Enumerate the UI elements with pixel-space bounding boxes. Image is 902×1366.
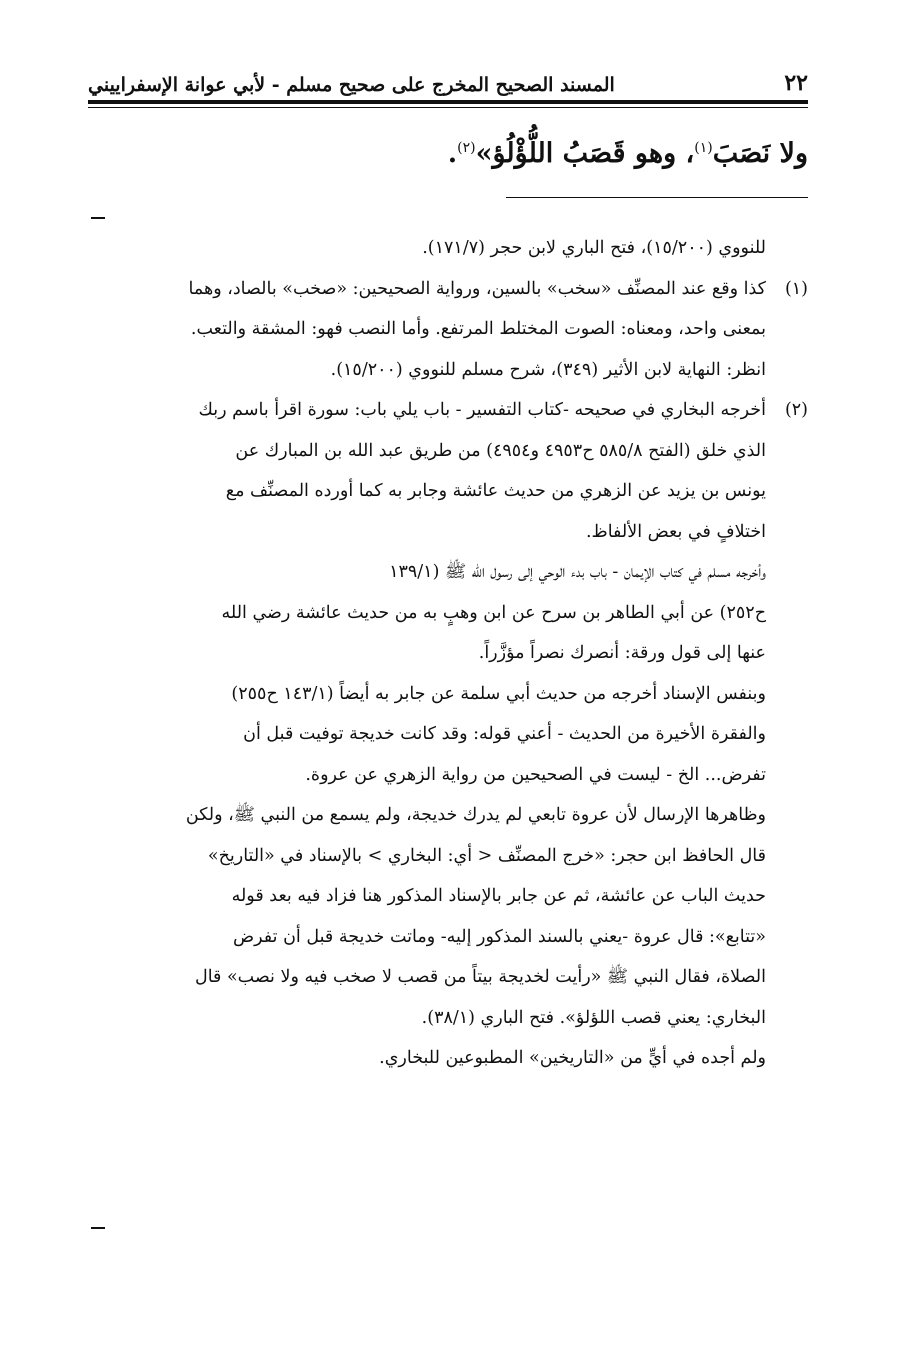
footnote-2-line: ولم أجده في أيٍّ من «التاريخين» المطبوعين للبخاري. xyxy=(379,1048,766,1068)
footnote-1-line xyxy=(88,269,808,310)
header-rule-thick xyxy=(88,100,808,104)
main-text-part-c: . xyxy=(447,138,458,169)
main-text-part-a: ولا نَصَبَ xyxy=(712,138,808,169)
footnote-separator xyxy=(506,197,808,198)
footnote-1-line: بمعنى واحد، ومعناه: الصوت المختلط المرتفع. وأما النصب فهو: المشقة والتعب. xyxy=(190,319,766,339)
footnote-2-line: البخاري: يعني قصب اللؤلؤ». فتح الباري (٣٨/١). xyxy=(421,1007,766,1028)
footnote-2-line: تفرض... الخ - ليست في الصحيحين من رواية الزهري عن عروة. xyxy=(305,764,766,785)
footnote-2-line: الذي خلق (الفتح ٥٨٥/٨ ح٤٩٥٣ و٤٩٥٤) من طريق عبد الله بن المبارك عن xyxy=(235,440,766,461)
footnote-2-line: عنها إلى قول ورقة: أنصرك نصراً مؤزَّراً. xyxy=(478,643,766,663)
footnote-1-line: انظر: النهاية لابن الأثير (٣٤٩)، شرح مسلم للنووي (١٥/٢٠٠). xyxy=(330,359,766,380)
footnote-2-number: (٢) xyxy=(784,400,808,420)
footnote-1-number: (١) xyxy=(784,278,808,299)
continuation-mark-bottom xyxy=(91,1227,105,1229)
footnote-2-line: «تتابع»: قال عروة -يعني بالسند المذكور إليه- وماتت خديجة قبل أن تفرض xyxy=(232,926,766,947)
book-title: المسند الصحيح المخرج على صحيح مسلم - لأبي عوانة الإسفراييني xyxy=(88,74,615,96)
footnote-2-line: قال الحافظ ابن حجر: «خرج المصنِّف < أي: البخاري > بالإسناد في «التاريخ» xyxy=(207,845,766,866)
running-header xyxy=(88,62,808,96)
footnote-2-line: حديث الباب عن عائشة، ثم عن جابر بالإسناد المذكور هنا فزاد فيه بعد قوله xyxy=(231,886,766,906)
footnote-2-line: ح٢٥٢) عن أبي الطاهر بن سرح عن ابن وهبٍ به من حديث عائشة رضي الله xyxy=(221,602,766,623)
footnote-2-line: وأخرجه مسلم في كتاب الإيمان - باب بدء الوحي إلى رسول الله ﷺ (١٣٩/١ xyxy=(389,562,766,582)
footnote-2-text: أخرجه البخاري في صحيحه -كتاب التفسير - باب يلي باب: سورة اقرأ باسم ربك xyxy=(198,400,766,420)
footnote-2-line: اختلافٍ في بعض الألفاظ. xyxy=(585,521,766,542)
footnote-ref-2: (٢) xyxy=(457,140,476,156)
footnote-2-line: يونس بن يزيد عن الزهري من حديث عائشة وجابر به كما أورده المصنِّف مع xyxy=(225,481,766,501)
page-number: ٢٢ xyxy=(784,70,808,96)
main-text-line xyxy=(88,126,808,176)
footnotes xyxy=(88,228,808,1079)
continuation-mark-top xyxy=(91,217,105,219)
footnote-2-line xyxy=(88,390,808,431)
footnote-2-line: والفقرة الأخيرة من الحديث - أعني قوله: وقد كانت خديجة توفيت قبل أن xyxy=(243,724,766,744)
footnote-ref-1: (١) xyxy=(694,140,713,156)
main-text-part-b: ، وهو قَصَبُ اللُّؤْلُؤ» xyxy=(475,138,695,169)
header-rule-thin xyxy=(88,107,808,108)
footnote-2-line: وبنفس الإسناد أخرجه من حديث أبي سلمة عن جابر به أيضاً (١٤٣/١ ح٢٥٥) xyxy=(231,683,766,704)
footnote-carryover: للنووي (١٥/٢٠٠)، فتح الباري لابن حجر (١٧١/٧). xyxy=(422,238,766,258)
footnote-1-text: كذا وقع عند المصنِّف «سخب» بالسين، ورواية الصحيحين: «صخب» بالصاد، وهما xyxy=(188,278,766,299)
footnote-2-line: وظاهرها الإرسال لأن عروة تابعي لم يدرك خديجة، ولم يسمع من النبي ﷺ، ولكن xyxy=(185,805,766,825)
footnote-2-line: الصلاة، فقال النبي ﷺ «رأيت لخديجة بيتاً من قصب لا صخب فيه ولا نصب» قال xyxy=(194,967,766,987)
